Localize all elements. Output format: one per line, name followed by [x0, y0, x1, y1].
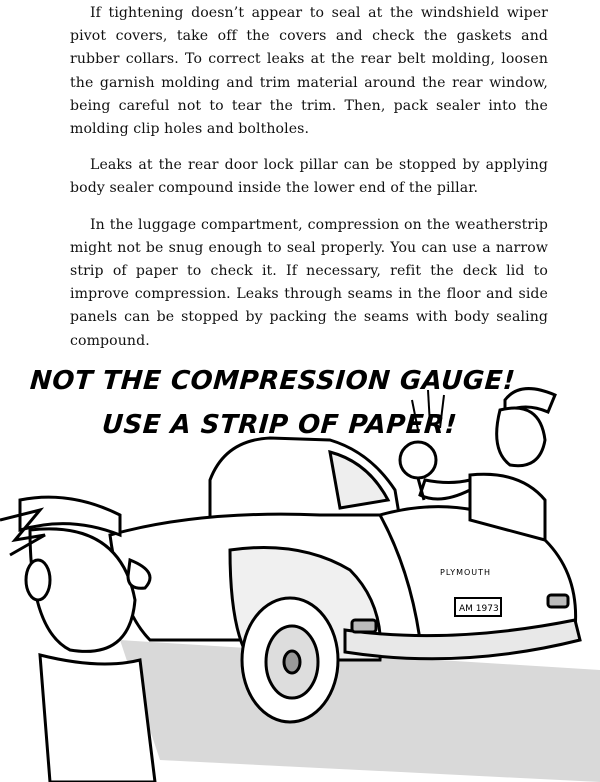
- cartoon-illustration: [0, 340, 600, 782]
- car-tail-light-left: [352, 620, 376, 632]
- character-right-head: [497, 408, 545, 466]
- character-right-arm: [420, 480, 470, 499]
- character-left-body: [40, 655, 155, 782]
- car: [110, 438, 580, 660]
- paragraph-luggage-compartment: In the luggage compartment, compression on the weatherstrip might not be snug enough to seal properly. You can use a narrow strip of paper to check it. If necessary, refit the deck lid to improve compression. Leaks through seams in the floor and side panels can be stopped by packing the seams with body sealing compound.: [70, 216, 548, 349]
- body-text: [70, 2, 548, 366]
- license-plate-text: AM 1973: [459, 604, 499, 614]
- car-wheel: [242, 598, 338, 722]
- paragraph-door-lock-pillar: Leaks at the rear door lock pillar can be stopped by applying body sealer compound inside the lower end of the pillar.: [70, 157, 548, 197]
- paragraph-wiper-belt-molding: If tightening doesn’t appear to seal at the windshield wiper pivot covers, take off the covers and check the gaskets and rubber collars. To correct leaks at the rear belt molding, loosen the garnish molding and trim material around the rear window, being careful not to tear the trim. Then, pack sealer into the molding clip holes and boltholes.: [70, 5, 548, 138]
- caption-line-2: USE A STRIP OF PAPER!: [100, 410, 459, 440]
- caption-line-1: NOT THE COMPRESSION GAUGE!: [28, 366, 517, 396]
- car-tail-light-right: [548, 595, 568, 607]
- car-emblem: PLYMOUTH: [440, 568, 492, 577]
- character-left-ear: [26, 560, 50, 600]
